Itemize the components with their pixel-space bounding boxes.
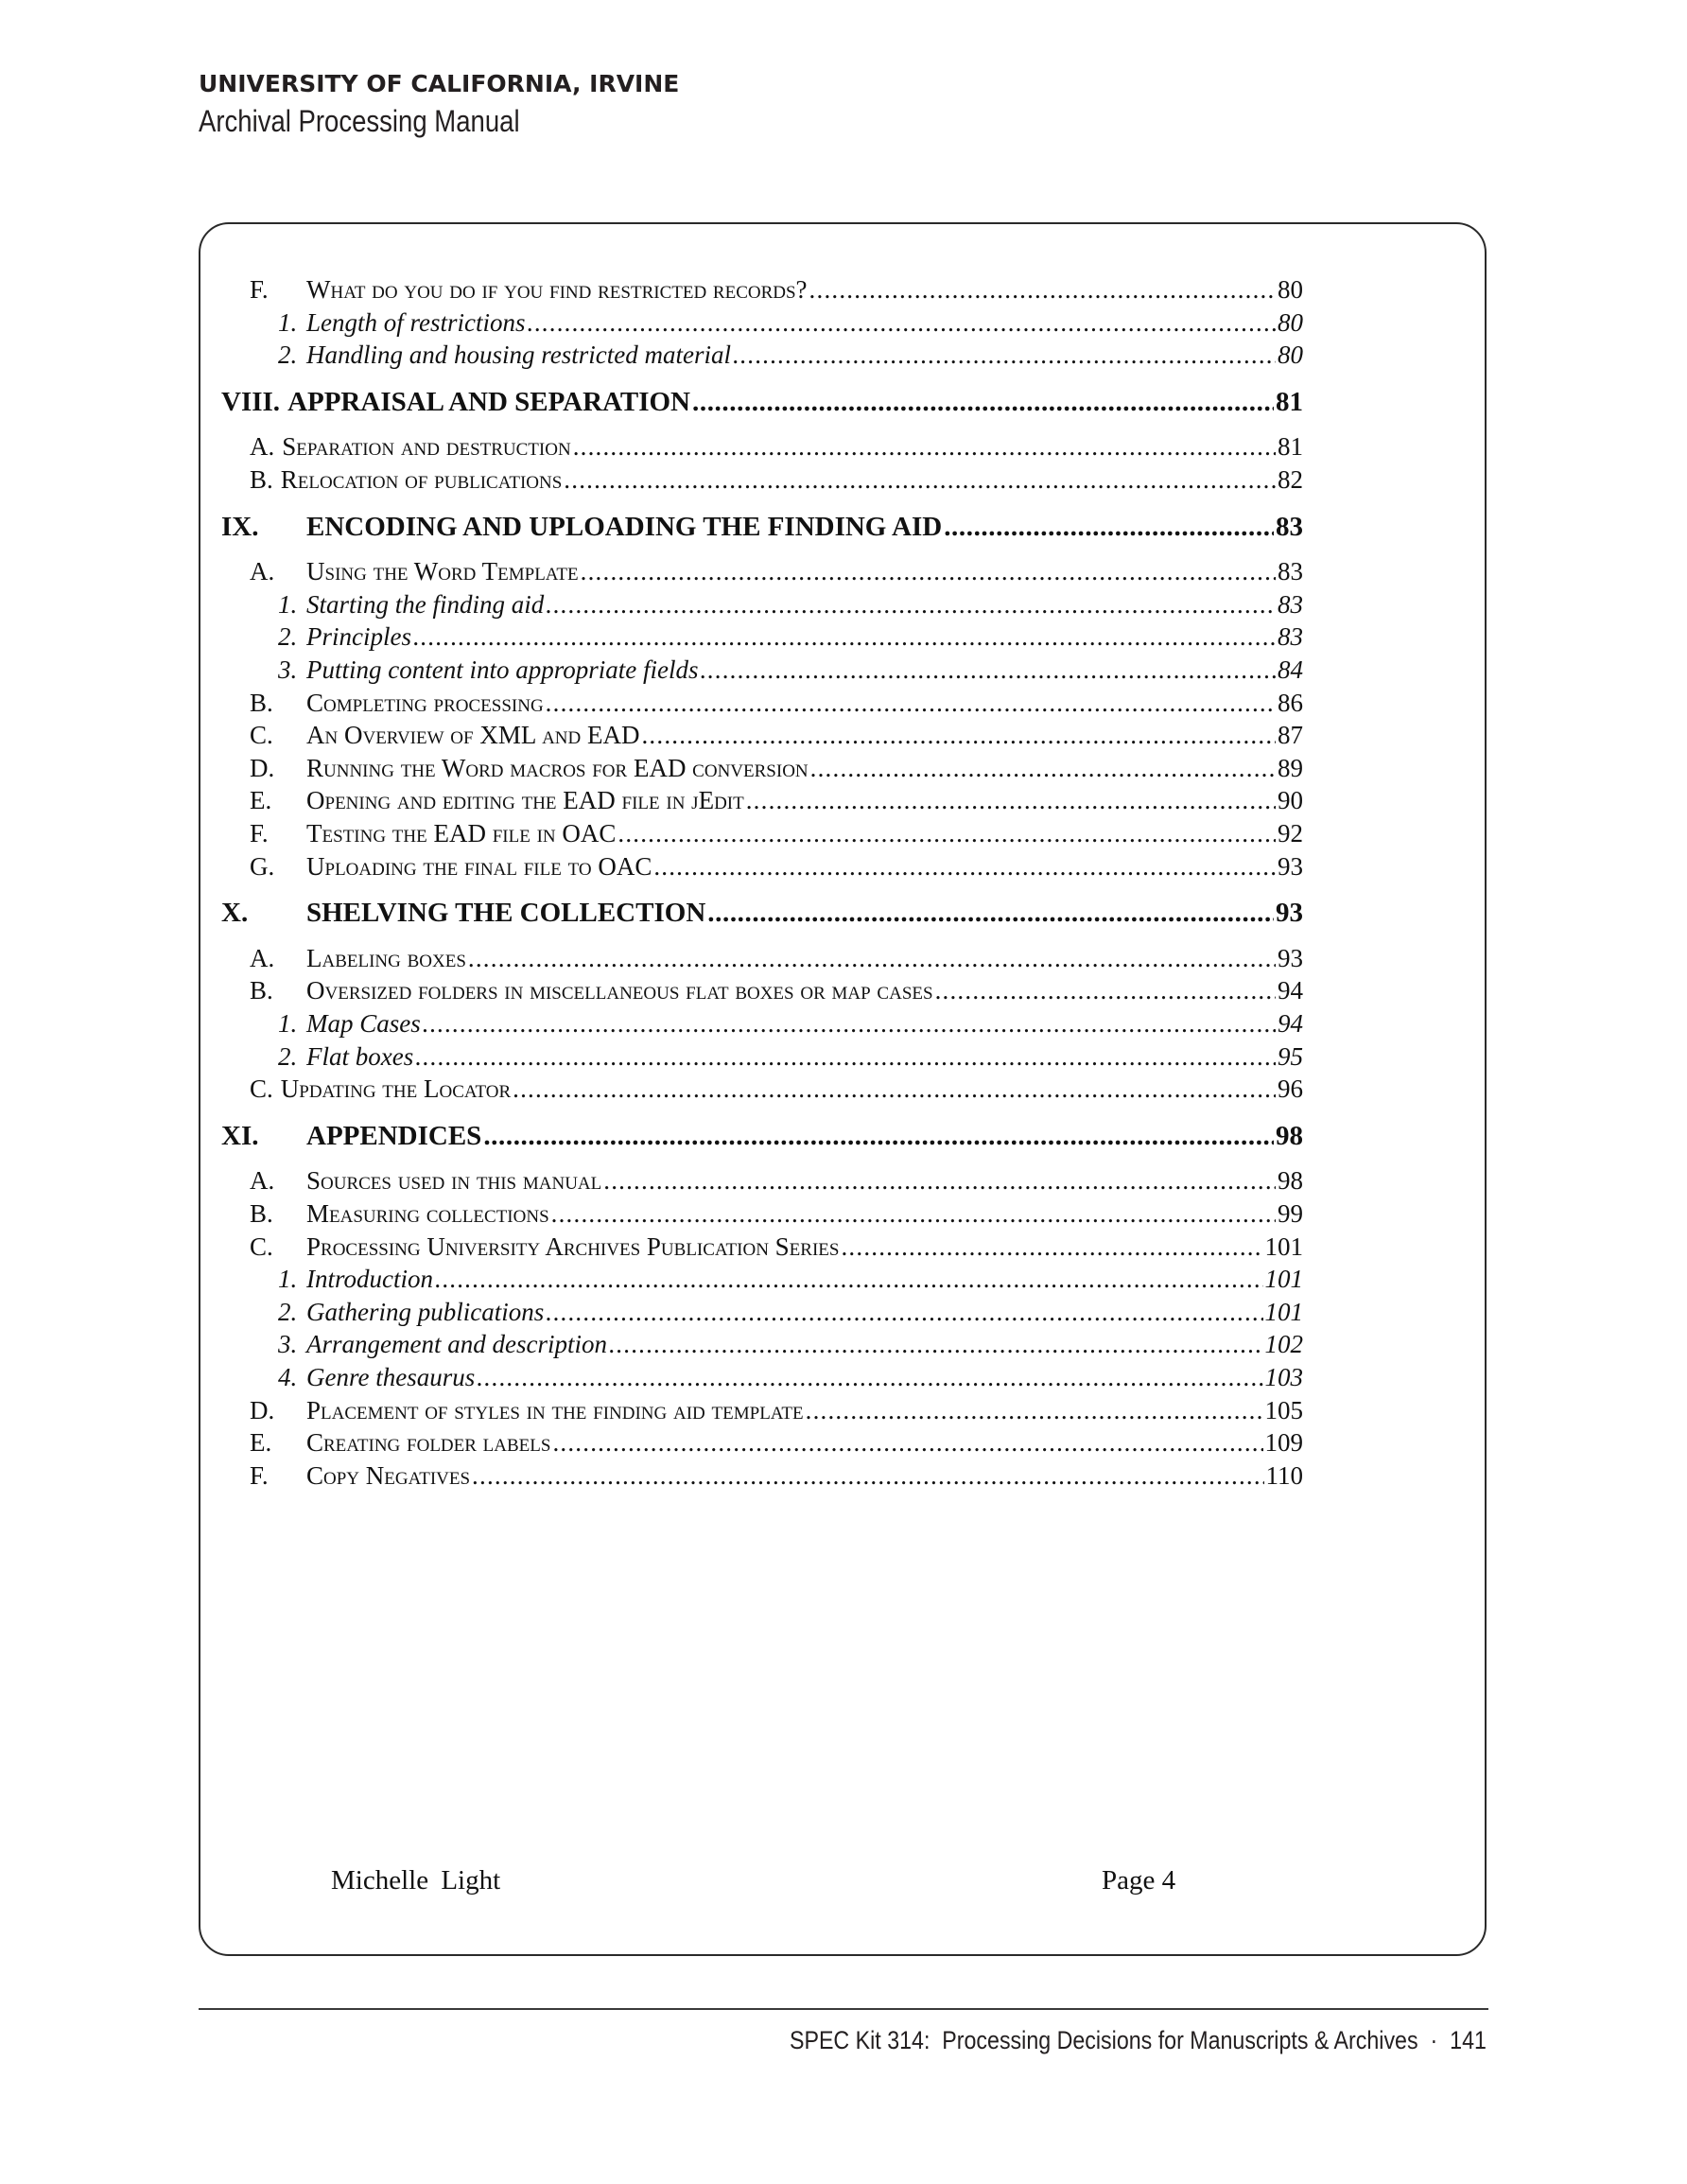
toc-subentry[interactable] (221, 308, 1303, 341)
dot-leader (641, 721, 1276, 750)
dot-leader (746, 786, 1276, 815)
toc-entry-number: 1. (278, 307, 298, 337)
toc-entry-title: Starting the finding aid (306, 589, 545, 619)
toc-entry-number: 3. (278, 655, 298, 684)
toc-entry[interactable] (221, 721, 1303, 753)
toc-entry-number: F. (250, 1460, 269, 1490)
toc-entry[interactable] (221, 1075, 1303, 1107)
toc-entry-title: Putting content into appropriate fields (306, 655, 699, 684)
toc-entry-number: 4. (278, 1363, 298, 1391)
toc-entry[interactable] (221, 432, 1303, 464)
toc-entry-number: F. (250, 819, 269, 847)
toc-entry-number: C. (250, 721, 273, 750)
toc-entry-title: Updating the Locator (280, 1075, 512, 1104)
dot-leader (423, 1009, 1276, 1039)
toc-page-number: 81 (1278, 432, 1303, 462)
toc-entry-number: B. (250, 688, 273, 717)
toc-page-number: 86 (1278, 688, 1303, 717)
toc-entry-title: Arrangement and description (306, 1330, 607, 1359)
toc-page-number: 101 (1264, 1265, 1303, 1294)
toc-page-number: 94 (1278, 1009, 1303, 1038)
dot-leader (413, 622, 1276, 652)
toc-page-number: 98 (1276, 1120, 1303, 1151)
toc-entry-title: An Overview of XML and EAD (306, 721, 640, 750)
dot-leader (546, 590, 1276, 620)
toc-page-number: 99 (1278, 1199, 1303, 1228)
dot-leader (810, 754, 1276, 783)
toc-subentry[interactable] (221, 1009, 1303, 1041)
dot-leader (653, 852, 1276, 882)
toc-entry-title: Creating folder labels (306, 1428, 551, 1458)
dot-leader (692, 387, 1274, 418)
toc-entry[interactable] (221, 689, 1303, 721)
toc-page-number: 84 (1278, 655, 1303, 684)
toc-page-number: 96 (1278, 1075, 1303, 1104)
toc-entry-number: F. (250, 275, 269, 304)
toc-entry-number: X. (221, 898, 249, 929)
toc-entry[interactable] (221, 1166, 1303, 1198)
dot-leader (483, 1121, 1274, 1152)
toc-subentry[interactable] (221, 1042, 1303, 1075)
toc-subentry[interactable] (221, 1265, 1303, 1297)
toc-entry-title: APPRAISAL AND SEPARATION (287, 386, 690, 417)
toc-subentry[interactable] (221, 1298, 1303, 1330)
toc-entry-title: Copy Negatives (306, 1460, 471, 1490)
toc-entry-title: SHELVING THE COLLECTION (306, 898, 706, 929)
toc-entry-title: Length of restrictions (306, 307, 526, 337)
dot-leader (944, 512, 1274, 543)
dot-leader (513, 1075, 1276, 1104)
dot-leader (564, 465, 1276, 495)
dot-leader (841, 1232, 1262, 1262)
toc-entry[interactable] (221, 465, 1303, 498)
toc-entry-number: B. (250, 976, 273, 1005)
toc-entry[interactable] (221, 275, 1303, 307)
toc-section-heading[interactable] (221, 1121, 1303, 1153)
dot-leader (700, 655, 1276, 685)
toc-entry-title: Genre thesaurus (306, 1363, 476, 1391)
dot-leader (609, 1330, 1263, 1359)
toc-entry-title: ENCODING AND UPLOADING THE FINDING AID (306, 511, 943, 542)
toc-section-heading[interactable] (221, 898, 1303, 930)
toc-entry-number: E. (250, 786, 272, 815)
toc-page-number: 93 (1278, 851, 1303, 881)
dot-leader (707, 898, 1274, 929)
toc-page-number: 93 (1276, 898, 1303, 929)
page-number: 141 (1450, 2026, 1487, 2054)
dot-leader (809, 275, 1276, 305)
toc-entry-number: 2. (278, 1297, 298, 1326)
dot-leader (546, 1298, 1262, 1327)
toc-subentry[interactable] (221, 622, 1303, 655)
publication-title: SPEC Kit 314: Processing Decisions for Manuscripts & Archives (790, 2026, 1418, 2054)
toc-entry[interactable] (221, 557, 1303, 589)
page-footer (790, 2026, 1487, 2055)
toc-entry[interactable] (221, 852, 1303, 884)
toc-page-number: 80 (1278, 341, 1303, 370)
toc-entry-number: D. (250, 1395, 275, 1424)
toc-entry-title: Completing processing (306, 688, 544, 717)
toc-entry[interactable] (221, 1232, 1303, 1265)
dot-leader (617, 819, 1276, 848)
toc-entry-title: Labeling boxes (306, 943, 466, 972)
toc-subentry[interactable] (221, 655, 1303, 688)
toc-entry-number: C. (250, 1232, 273, 1261)
toc-entry-number: A. (250, 557, 275, 586)
toc-entry-title: What do you do if you find restricted records? (306, 275, 808, 304)
toc-entry-title: Opening and editing the EAD file in jEdit (306, 786, 744, 815)
toc-entry-number: A. (250, 432, 275, 462)
toc-entry-title: Processing University Archives Publication Series (306, 1232, 840, 1261)
toc-subentry[interactable] (221, 1330, 1303, 1362)
toc-entry-title: Sources used in this manual (306, 1166, 602, 1196)
dot-leader (581, 557, 1276, 586)
separator-dot: · (1430, 2026, 1438, 2054)
dot-leader (477, 1363, 1262, 1392)
toc-entry-number: C. (250, 1075, 273, 1104)
document-title: Archival Processing Manual (199, 104, 520, 138)
toc-section-heading[interactable] (221, 512, 1303, 544)
toc-page-number: 101 (1264, 1297, 1303, 1326)
toc-entry-number: A. (250, 1166, 275, 1196)
dot-leader (603, 1166, 1276, 1196)
toc-page-number: 109 (1264, 1428, 1303, 1458)
toc-entry[interactable] (221, 976, 1303, 1008)
toc-page-number: 89 (1278, 753, 1303, 782)
inner-page-number: Page 4 (1102, 1865, 1176, 1896)
dot-leader (435, 1265, 1263, 1294)
dot-leader (415, 1042, 1276, 1072)
toc-entry-number: 2. (278, 341, 298, 370)
dot-leader (472, 1461, 1263, 1491)
toc-page-number: 101 (1264, 1232, 1303, 1261)
toc-page-number: 95 (1278, 1041, 1303, 1071)
toc-entry[interactable] (221, 1396, 1303, 1428)
toc-page-number: 83 (1278, 622, 1303, 652)
toc-entry-title: Using the Word Template (306, 557, 579, 586)
footer-divider (199, 2008, 1488, 2010)
toc-page-number: 82 (1278, 465, 1303, 494)
toc-entry[interactable] (221, 754, 1303, 786)
toc-entry-title: Relocation of publications (280, 465, 563, 494)
toc-page-number: 90 (1278, 786, 1303, 815)
toc-page-number: 93 (1278, 943, 1303, 972)
toc-entry-title: Oversized folders in miscellaneous flat boxes or map cases (306, 976, 933, 1005)
toc-entry-number: 1. (278, 589, 298, 619)
dot-leader (546, 689, 1276, 718)
toc-page-number: 80 (1278, 307, 1303, 337)
toc-entry-title: Placement of styles in the finding aid template (306, 1395, 804, 1424)
toc-page-number: 83 (1278, 589, 1303, 619)
toc-entry-number: G. (250, 851, 275, 881)
toc-entry[interactable] (221, 819, 1303, 851)
toc-entry-number: 2. (278, 1041, 298, 1071)
author-name: Michelle Light (331, 1865, 501, 1896)
toc-entry-number: D. (250, 753, 275, 782)
toc-entry-title: Testing the EAD file in OAC (306, 819, 617, 847)
dot-leader (935, 976, 1276, 1005)
toc-entry-title: Map Cases (306, 1009, 421, 1038)
toc-entry-title: Principles (306, 622, 411, 652)
toc-entry-title: Flat boxes (306, 1041, 414, 1071)
toc-entry[interactable] (221, 1199, 1303, 1232)
dot-leader (552, 1428, 1262, 1458)
dot-leader (468, 944, 1276, 973)
toc-entry-title: Uploading the final file to OAC (306, 851, 652, 881)
toc-entry[interactable] (221, 944, 1303, 976)
institution-name: UNIVERSITY OF CALIFORNIA, IRVINE (199, 70, 680, 97)
toc-entry-number: A. (250, 943, 275, 972)
toc-entry-number: 2. (278, 622, 298, 652)
toc-entry-title: Handling and housing restricted material (306, 341, 731, 370)
dot-leader (528, 308, 1276, 338)
toc-entry-number: E. (250, 1428, 272, 1458)
toc-section-heading[interactable] (221, 387, 1303, 419)
toc-entry-title: Gathering publications (306, 1297, 545, 1326)
toc-entry-number: B. (250, 465, 273, 494)
toc-page-number: 94 (1278, 976, 1303, 1005)
toc-page-number: 102 (1264, 1330, 1303, 1359)
toc-page-number: 98 (1278, 1166, 1303, 1196)
toc-page-number: 110 (1265, 1460, 1303, 1490)
toc-page-number: 83 (1276, 511, 1303, 542)
toc-page-number: 80 (1278, 275, 1303, 304)
dot-leader (733, 341, 1276, 370)
toc-page-number: 81 (1276, 386, 1303, 417)
toc-entry-number: IX. (221, 511, 259, 542)
toc-page-number: 87 (1278, 721, 1303, 750)
toc-entry-title: APPENDICES (306, 1120, 482, 1151)
toc-entry[interactable] (221, 1461, 1303, 1494)
dot-leader (573, 432, 1276, 462)
toc-subentry[interactable] (221, 590, 1303, 622)
toc-entry-title: Introduction (306, 1265, 433, 1294)
toc-entry[interactable] (221, 1428, 1303, 1460)
toc-entry-title: Separation and destruction (282, 432, 571, 462)
toc-page-number: 83 (1278, 557, 1303, 586)
toc-entry-title: Measuring collections (306, 1199, 549, 1228)
toc-entry-title: Running the Word macros for EAD conversion (306, 753, 809, 782)
toc-page-number: 103 (1264, 1363, 1303, 1391)
toc-page-number: 92 (1278, 819, 1303, 847)
toc-entry-number: XI. (221, 1120, 259, 1151)
toc-entry-number: VIII. (221, 386, 281, 417)
toc-page-number: 105 (1264, 1395, 1303, 1424)
toc-entry-number: 3. (278, 1330, 298, 1359)
toc-entry-number: 1. (278, 1009, 298, 1038)
toc-entry-number: 1. (278, 1265, 298, 1294)
toc-subentry[interactable] (221, 1363, 1303, 1395)
toc-subentry[interactable] (221, 341, 1303, 373)
toc-entry-number: B. (250, 1199, 273, 1228)
dot-leader (806, 1396, 1263, 1425)
toc-entry[interactable] (221, 786, 1303, 818)
dot-leader (551, 1199, 1276, 1229)
